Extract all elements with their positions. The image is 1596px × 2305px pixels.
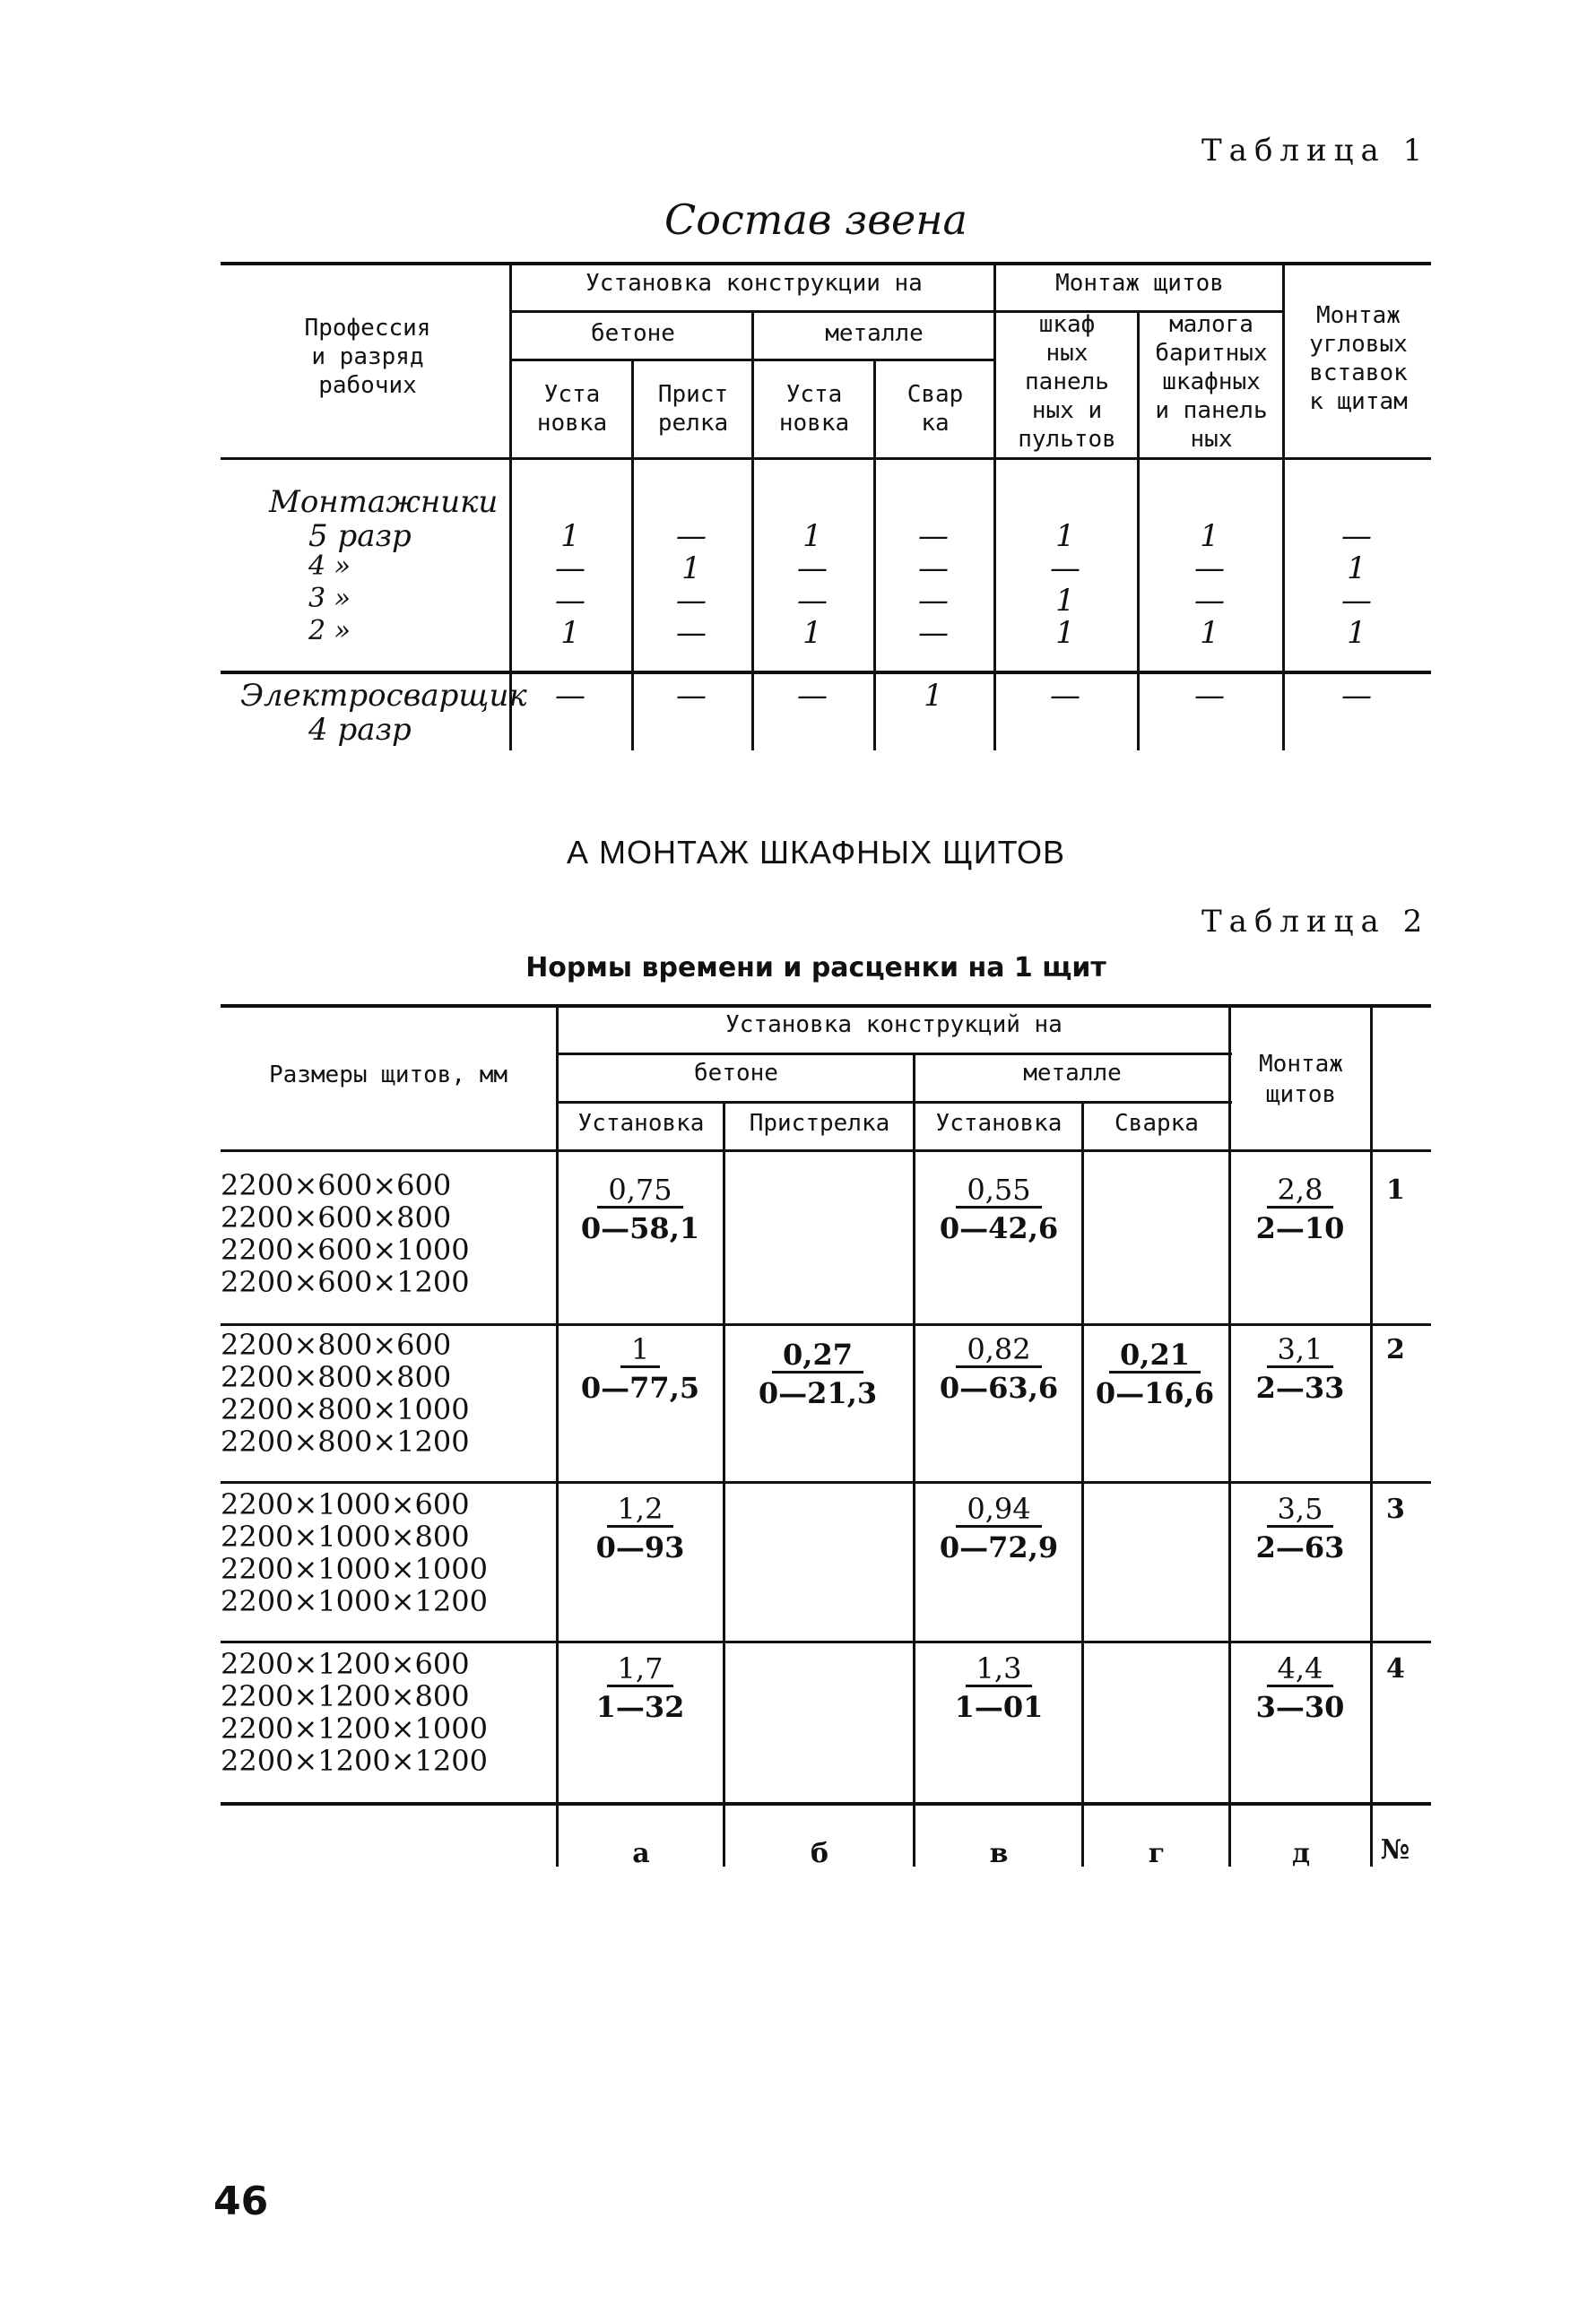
header-small-cabinets: малога баритных шкафных и панель ных	[1155, 311, 1268, 453]
row-label: 3 »	[308, 583, 351, 614]
header-install-2: Уста новка	[778, 381, 850, 437]
section-title: А МОНТАЖ ШКАФНЫХ ЩИТОВ	[566, 834, 1066, 871]
panel-sizes	[221, 1329, 470, 1458]
table1-cell: —	[1341, 518, 1372, 554]
table1-cell: —	[1194, 583, 1225, 619]
table1-cell: 1	[1055, 518, 1075, 554]
table1-cell: —	[1194, 550, 1225, 586]
row-number: 4	[1386, 1653, 1405, 1685]
panel-sizes	[221, 1648, 488, 1777]
header-metal: металле	[1023, 1060, 1122, 1087]
mount-value: $\frac{4,4}{3—30}$	[1255, 1651, 1345, 1724]
footer-col-a: а	[632, 1838, 650, 1869]
install-metal-value: $\frac{1,3}{1—01}$	[954, 1651, 1044, 1724]
header-concrete: бетоне	[694, 1060, 778, 1087]
table1-cell: —	[676, 518, 707, 554]
header-cabinet: шкаф ных панель ных и пультов	[1018, 311, 1116, 453]
row-label: 5 разр	[308, 518, 412, 554]
footer-col-b: б	[810, 1838, 828, 1869]
install-concrete-value: $\frac{0,75}{0—58,1}$	[580, 1173, 700, 1245]
panel-size: 2200×1200×600	[221, 1647, 470, 1681]
table1-cell: 1	[802, 615, 822, 651]
panel-size: 2200×800×1000	[221, 1392, 470, 1426]
table1-cell: —	[1050, 550, 1080, 586]
table1-cell: —	[1194, 678, 1225, 714]
install-concrete-value: $\frac{1,2}{0—93}$	[595, 1492, 685, 1564]
mount-value: $\frac{3,5}{2—63}$	[1255, 1492, 1345, 1564]
header-concrete: бетоне	[591, 320, 675, 347]
table1-cell: 1	[1200, 518, 1219, 554]
header-mount: Монтаж щитов	[1259, 1051, 1343, 1108]
panel-size: 2200×1200×1000	[221, 1711, 488, 1746]
panel-size: 2200×600×800	[221, 1200, 452, 1235]
panel-size: 2200×1200×1200	[221, 1744, 488, 1778]
panel-size: 2200×1000×800	[221, 1520, 470, 1554]
header-shoot: Прист релка	[657, 381, 729, 437]
row-label: 2 »	[308, 615, 351, 646]
table1-cell: 1	[560, 615, 580, 651]
install-metal-value: $\frac{0,55}{0—42,6}$	[939, 1173, 1059, 1245]
row-label: 4 разр	[308, 712, 412, 748]
panel-size: 2200×800×800	[221, 1360, 452, 1394]
table1-cell: —	[1341, 678, 1372, 714]
panel-size: 2200×1000×600	[221, 1487, 470, 1521]
panel-size: 2200×600×1200	[221, 1265, 470, 1299]
panel-size: 2200×600×1000	[221, 1233, 470, 1267]
table1-cell: 1	[1347, 615, 1366, 651]
table1-cell: 1	[1347, 550, 1366, 586]
install-concrete-value: $\frac{1}{0—77,5}$	[580, 1332, 700, 1405]
group-name-fitters: Монтажники	[269, 484, 499, 520]
footer-col-d: д	[1292, 1838, 1310, 1869]
table1-cell: —	[797, 678, 828, 714]
header-weld: Свар ка	[906, 381, 964, 437]
table1-cell: —	[555, 583, 585, 619]
group-name-welder: Электросварщик	[240, 678, 527, 714]
shared-shoot-value: $\frac{0,27}{0—21,3}$	[758, 1338, 878, 1410]
table1-cell: 1	[1055, 583, 1075, 619]
table1-cell: —	[1050, 678, 1080, 714]
header-mount-group: Монтаж щитов	[1055, 270, 1224, 297]
table1-cell: 1	[1055, 615, 1075, 651]
footer-col-no: №	[1380, 1834, 1410, 1866]
header-corner-inserts: Монтаж угловых вставок к щитам	[1309, 302, 1408, 415]
panel-size: 2200×800×1200	[221, 1425, 470, 1459]
shared-weld-value: $\frac{0,21}{0—16,6}$	[1095, 1338, 1215, 1410]
header-weld: Сварка	[1115, 1110, 1199, 1137]
table1-cell: —	[918, 518, 949, 554]
table1-cell: —	[797, 583, 828, 619]
install-metal-value: $\frac{0,82}{0—63,6}$	[939, 1332, 1059, 1405]
table1-cell: —	[555, 678, 585, 714]
header-install-group: Установка конструкции на	[585, 270, 923, 297]
row-label: 4 »	[308, 550, 351, 582]
row-number: 2	[1386, 1334, 1405, 1365]
header-install: Установка	[577, 1110, 705, 1137]
table1-cell: —	[676, 615, 707, 651]
panel-size: 2200×1000×1000	[221, 1552, 488, 1586]
install-concrete-value: $\frac{1,7}{1—32}$	[595, 1651, 685, 1724]
table1-cell: —	[676, 678, 707, 714]
panel-sizes	[221, 1488, 488, 1617]
table2-title: Нормы времени и расценки на 1 щит	[525, 952, 1106, 984]
header-install-2: Установка	[935, 1110, 1063, 1137]
table1-cell: —	[918, 550, 949, 586]
panel-size: 2200×1000×1200	[221, 1584, 488, 1618]
panel-size: 2200×600×600	[221, 1168, 452, 1202]
row-number: 1	[1386, 1174, 1405, 1206]
header-sizes: Размеры щитов, мм	[268, 1062, 508, 1088]
mount-value: $\frac{3,1}{2—33}$	[1255, 1332, 1345, 1405]
row-number: 3	[1386, 1494, 1405, 1525]
table1-cell: 1	[1200, 615, 1219, 651]
table1-cell: —	[555, 550, 585, 586]
table1-cell: 1	[924, 678, 943, 714]
table2-label: Таблица 2	[1201, 904, 1430, 940]
footer-col-v: в	[989, 1838, 1009, 1869]
table1-cell: —	[1341, 583, 1372, 619]
header-install-group: Установка конструкций на	[725, 1011, 1063, 1038]
table1-cell: —	[676, 583, 707, 619]
table1-cell: —	[918, 615, 949, 651]
panel-size: 2200×1200×800	[221, 1679, 470, 1713]
table1-cell: 1	[681, 550, 701, 586]
panel-size: 2200×800×600	[221, 1328, 452, 1362]
table1-cell: 1	[802, 518, 822, 554]
header-profession: Профессия и разряд рабочих	[304, 315, 431, 399]
table1-cell: —	[918, 583, 949, 619]
header-install-1: Уста новка	[536, 381, 608, 437]
mount-value: $\frac{2,8}{2—10}$	[1255, 1173, 1345, 1245]
panel-sizes	[221, 1169, 470, 1298]
header-metal: металле	[825, 320, 924, 347]
table1-cell: 1	[560, 518, 580, 554]
table1-label: Таблица 1	[1201, 133, 1430, 169]
table1-cell: —	[797, 550, 828, 586]
header-shoot: Пристрелка	[749, 1110, 890, 1137]
footer-col-g: г	[1148, 1838, 1166, 1869]
table1-title: Состав звена	[664, 195, 967, 244]
install-metal-value: $\frac{0,94}{0—72,9}$	[939, 1492, 1059, 1564]
page-number: 46	[213, 2179, 269, 2224]
